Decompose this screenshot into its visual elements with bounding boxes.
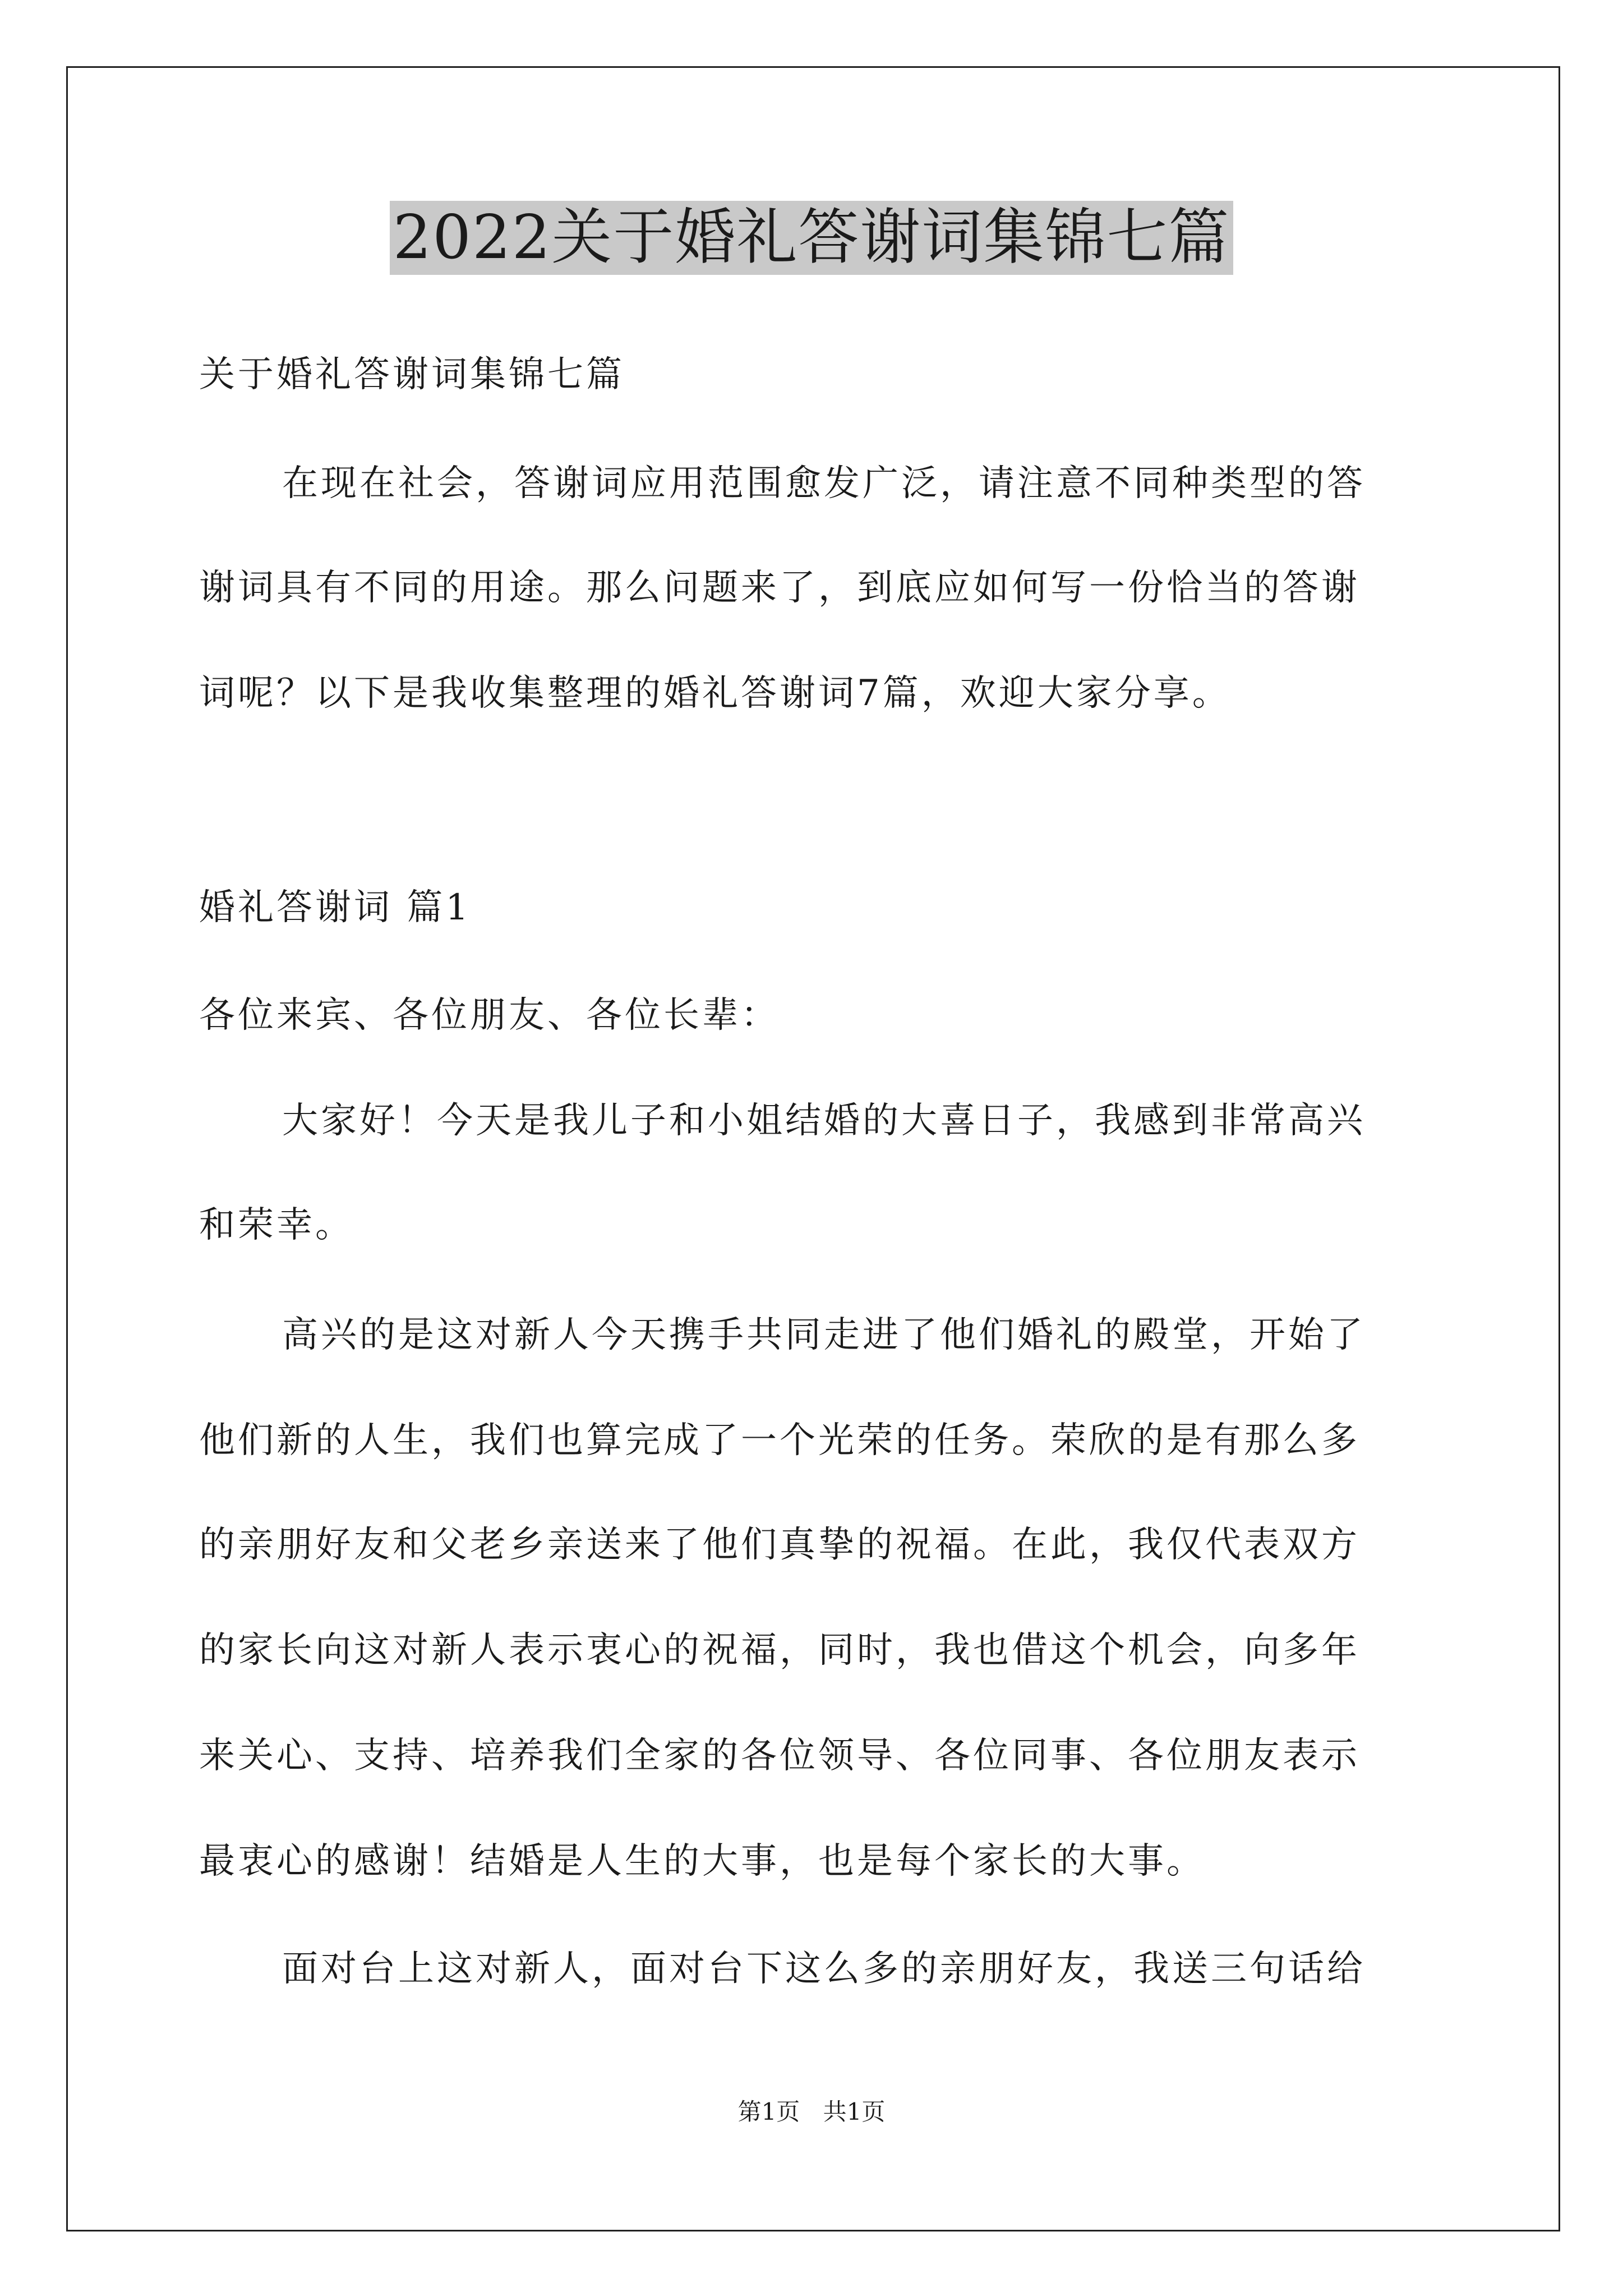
paragraph-line: 他们新的人生，我们也算完成了一个光荣的任务。荣欣的是有那么多 <box>199 1420 1360 1461</box>
page-number: 第1页 <box>737 2098 800 2125</box>
paragraph-line: 的家长向这对新人表示衷心的祝福，同时，我也借这个机会，向多年 <box>199 1630 1360 1671</box>
intro-line: 在现在社会，答谢词应用范围愈发广泛，请注意不同种类型的答 <box>282 463 1366 504</box>
document-title: 2022关于婚礼答谢词集锦七篇 <box>390 201 1234 275</box>
title-container <box>0 201 1623 275</box>
paragraph-line: 的亲朋好友和父老乡亲送来了他们真挚的祝福。在此，我仅代表双方 <box>199 1524 1360 1566</box>
intro-line: 词呢？以下是我收集整理的婚礼答谢词7篇，欢迎大家分享。 <box>199 673 1231 714</box>
paragraph-line: 最衷心的感谢！结婚是人生的大事，也是每个家长的大事。 <box>199 1841 1205 1882</box>
paragraph-line: 和荣幸。 <box>199 1204 354 1246</box>
salutation: 各位来宾、各位朋友、各位长辈： <box>199 995 780 1036</box>
intro-line: 谢词具有不同的用途。那么问题来了，到底应如何写一份恰当的答谢 <box>199 567 1360 609</box>
paragraph-line: 面对台上这对新人，面对台下这么多的亲朋好友，我送三句话给 <box>282 1948 1366 1990</box>
page-total: 共1页 <box>823 2098 886 2125</box>
paragraph-line: 大家好！今天是我儿子和小姐结婚的大喜日子，我感到非常高兴 <box>282 1100 1366 1142</box>
page-footer <box>0 2098 1623 2126</box>
document-subtitle: 关于婚礼答谢词集锦七篇 <box>199 354 625 395</box>
section-heading: 婚礼答谢词 篇1 <box>199 887 472 928</box>
paragraph-line: 高兴的是这对新人今天携手共同走进了他们婚礼的殿堂，开始了 <box>282 1314 1366 1356</box>
paragraph-line: 来关心、支持、培养我们全家的各位领导、各位同事、各位朋友表示 <box>199 1735 1360 1777</box>
